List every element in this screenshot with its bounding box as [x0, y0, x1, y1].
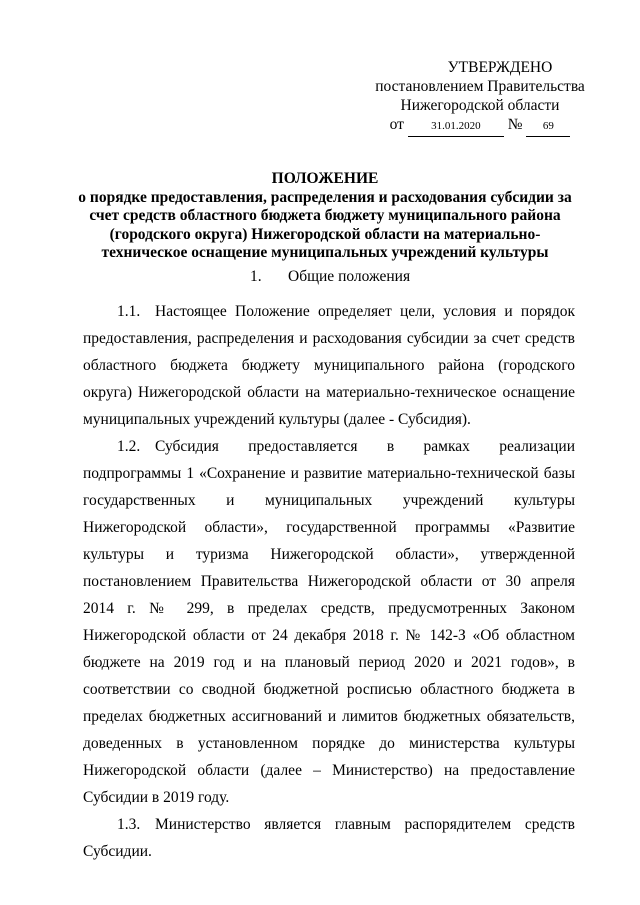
approval-date-number [330, 115, 630, 134]
section-number: 1. [250, 268, 262, 285]
approval-stamp [330, 58, 630, 134]
approval-number: 69 [542, 120, 554, 132]
paragraph-text: Субсидия предоставляется в рамках реализации подпрограммы 1 «Сохранение и развитие материально-технической базы государственных и муниципальных учреждений культуры Нижегородской области», государственной программы «Развитие культуры и туризма Нижегородской области», утвержденной постановлением Правительства Нижегородской области от 30 апреля 2014 г. № 299, в пределах средств, предусмотренных Законом Нижегородской области от 24 декабря 2018 г. № 142-З «Об областном бюджете на 2019 год и на плановый период 2020 и 2021 годов», в соответствии со сводной бюджетной росписью областного бюджета в пределах бюджетных ассигнований и лимитов бюджетных обязательств, доведенных в установленном порядке до министерства культуры Нижегородской области (далее – Министерство) на предоставление Субсидии в 2019 году. [83, 438, 575, 806]
paragraph-1-2 [83, 433, 575, 811]
approval-number-field [526, 115, 570, 137]
paragraph-1-1 [83, 298, 575, 433]
section-title: Общие положения [288, 268, 411, 285]
title-heading: ПОЛОЖЕНИЕ [271, 170, 379, 187]
number-label: № [507, 116, 523, 133]
from-label: от [389, 116, 404, 133]
paragraph-text: Министерство является главным распорядителем средств Субсидии. [83, 816, 575, 860]
paragraph-text: Настоящее Положение определяет цели, условия и порядок предоставления, распределения и расходования субсидии за счет средств областного бюджета бюджету муниципального района (городского округа) Нижегородской области на материально-техническое оснащение муниципальных учреждений культуры (далее - Субсидия). [83, 303, 575, 428]
section-heading [250, 268, 410, 286]
approval-heading: УТВЕРЖДЕНО [447, 59, 553, 76]
approval-line-resolution: постановлением Правительства [375, 78, 585, 95]
approval-date-field [408, 115, 504, 137]
approval-date: 31.01.2020 [431, 120, 481, 132]
document-title [70, 170, 580, 263]
paragraph-number: 1.3. [117, 816, 141, 833]
paragraph-number: 1.1. [117, 303, 141, 320]
document-body [83, 298, 575, 865]
paragraph-1-3 [83, 811, 575, 865]
approval-line-region: Нижегородской области [400, 97, 560, 114]
title-subtitle: о порядке предоставления, распределения и расходования субсидии за счет средств областного бюджета бюджету муниципального района (городского округа) Нижегородской области на материально-техническое оснащение муниципальных учреждений культуры [78, 188, 572, 261]
paragraph-number: 1.2. [117, 438, 141, 455]
